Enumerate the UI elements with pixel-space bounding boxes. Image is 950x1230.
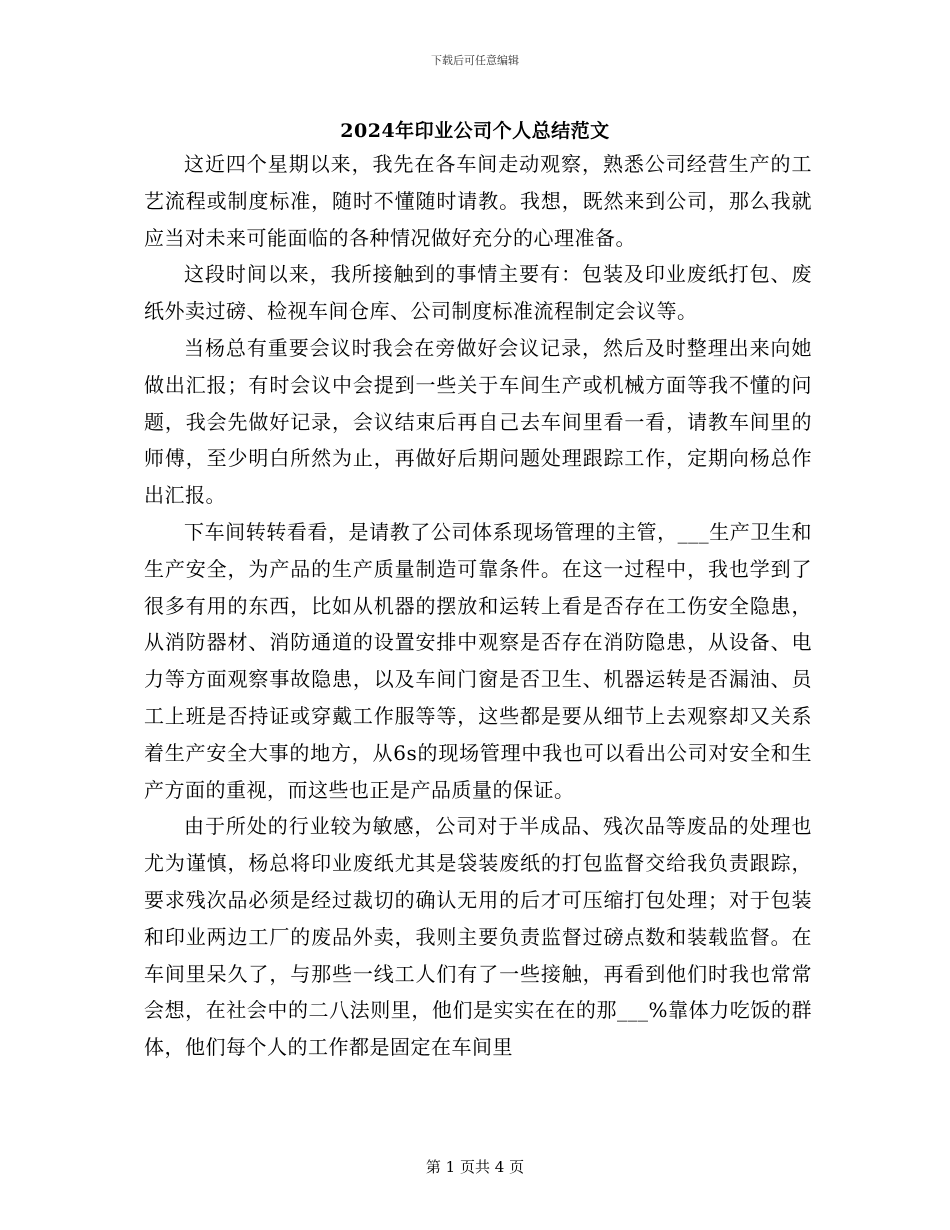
paragraph: 当杨总有重要会议时我会在旁做好会议记录，然后及时整理出来向她做出汇报；有时会议中会提到一些关于车间生产或机械方面等我不懂的问题，我会先做好记录，会议结束后再自己去车间里看一看，请教车间里的师傅，至少明白所然为止，再做好后期问题处理跟踪工作，定期向杨总作出汇报。 [144, 335, 812, 508]
paragraph: 这近四个星期以来，我先在各车间走动观察，熟悉公司经营生产的工艺流程或制度标准，随时不懂随时请教。我想，既然来到公司，那么我就应当对未来可能面临的各种情况做好充分的心理准备。 [144, 152, 812, 250]
paragraph: 这段时间以来，我所接触到的事情主要有：包装及印业废纸打包、废纸外卖过磅、检视车间仓库、公司制度标准流程制定会议等。 [144, 262, 812, 324]
paragraph: 下车间转转看看，是请教了公司体系现场管理的主管，___生产卫生和生产安全，为产品的生产质量制造可靠条件。在这一过程中，我也学到了很多有用的东西，比如从机器的摆放和运转上看是否存在工伤安全隐患，从消防器材、消防通道的设置安排中观察是否存在消防隐患，从设备、电力等方面观察事故隐患，以及车间门窗是否卫生、机器运转是否漏油、员工上班是否持证或穿戴工作服等等，这些都是要从细节上去观察却又关系着生产安全大事的地方，从6s的现场管理中我也可以看出公司对安全和生产方面的重视，而这些也正是产品质量的保证。 [144, 519, 812, 802]
page-header-note: 下载后可任意编辑 [431, 54, 519, 67]
paragraph: 由于所处的行业较为敏感，公司对于半成品、残次品等废品的处理也尤为谨慎，杨总将印业废纸尤其是袋装废纸的打包监督交给我负责跟踪，要求残次品必须是经过裁切的确认无用的后才可压缩打包处理；对于包装和印业两边工厂的废品外卖，我则主要负责监督过磅点数和装载监督。在车间里呆久了，与那些一线工人们有了一些接触，再看到他们时我也常常会想，在社会中的二八法则里，他们是实实在在的那___%靠体力吃饭的群体，他们每个人的工作都是固定在车间里 [144, 814, 812, 1060]
page-footer-number: 第 1 页共 4 页 [425, 1158, 525, 1176]
document-title: 2024年印业公司个人总结范文 [340, 120, 610, 142]
document-body [144, 146, 812, 1066]
